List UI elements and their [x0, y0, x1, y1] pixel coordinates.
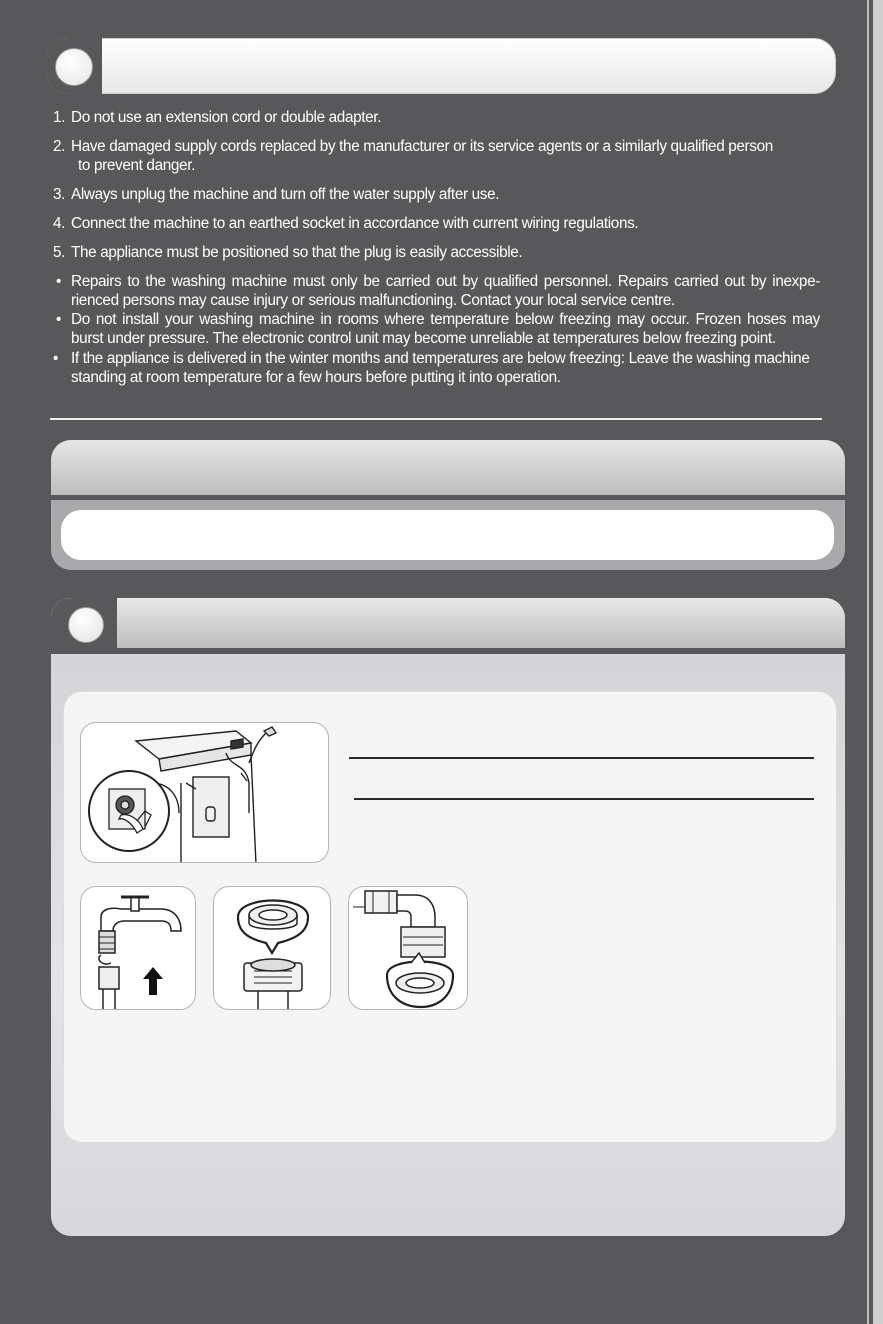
tap-icon — [81, 887, 196, 1010]
warning-bullet: • If the appliance is delivered in the winter months and temperatures are below freezing: Leave the washing machine standing at room temperature for a few hours before putting it into operation. — [53, 350, 810, 386]
instruction-item: 2. Have damaged supply cords replaced by the manufacturer or its service agents or a similarly qualified person to prevent danger. — [53, 138, 773, 174]
info-panel-content-box — [61, 510, 834, 560]
text-rule — [349, 757, 814, 759]
page-edge-strip — [873, 0, 883, 1324]
warning-bullet: • Repairs to the washing machine must only be carried out by qualified personnel. Repairs carried out by inexpe-rienced persons may cause injury or serious malfunctioning. Contact your local service centre. — [56, 273, 820, 309]
warning-bullet: • Do not install your washing machine in rooms where temperature below freezing may occur. Frozen hoses may burst under pressure. The electronic control unit may become unreliable at temperatures below freezing point. — [56, 311, 820, 347]
washing-machine-back-inlet-illustration — [80, 722, 329, 863]
elbow-connector-washer-illustration — [348, 886, 468, 1010]
hose-nut-washer-illustration — [213, 886, 331, 1010]
connection-panel-separator — [51, 648, 845, 654]
instruction-item: 3. Always unplug the machine and turn off the water supply after use. — [53, 186, 500, 203]
info-panel-header — [51, 440, 845, 495]
washing-machine-icon — [81, 723, 329, 863]
washer-nut-icon — [214, 887, 331, 1010]
text-rule — [354, 798, 814, 800]
page-edge-line — [867, 0, 869, 1324]
section-header-bar — [46, 38, 836, 94]
connection-panel-header — [51, 598, 845, 648]
instruction-item: 4. Connect the machine to an earthed socket in accordance with current wiring regulations. — [53, 215, 639, 232]
safety-instructions — [50, 108, 820, 387]
info-panel-separator — [51, 495, 845, 500]
instruction-item: 5. The appliance must be positioned so that the plug is easily accessible. — [53, 244, 523, 261]
tap-hose-connection-illustration — [80, 886, 196, 1010]
section-number-badge — [55, 48, 93, 86]
connection-number-badge — [68, 607, 104, 643]
section-divider — [50, 418, 822, 420]
instruction-item: 1. Do not use an extension cord or double adapter. — [53, 109, 382, 126]
elbow-connector-icon — [349, 887, 468, 1010]
